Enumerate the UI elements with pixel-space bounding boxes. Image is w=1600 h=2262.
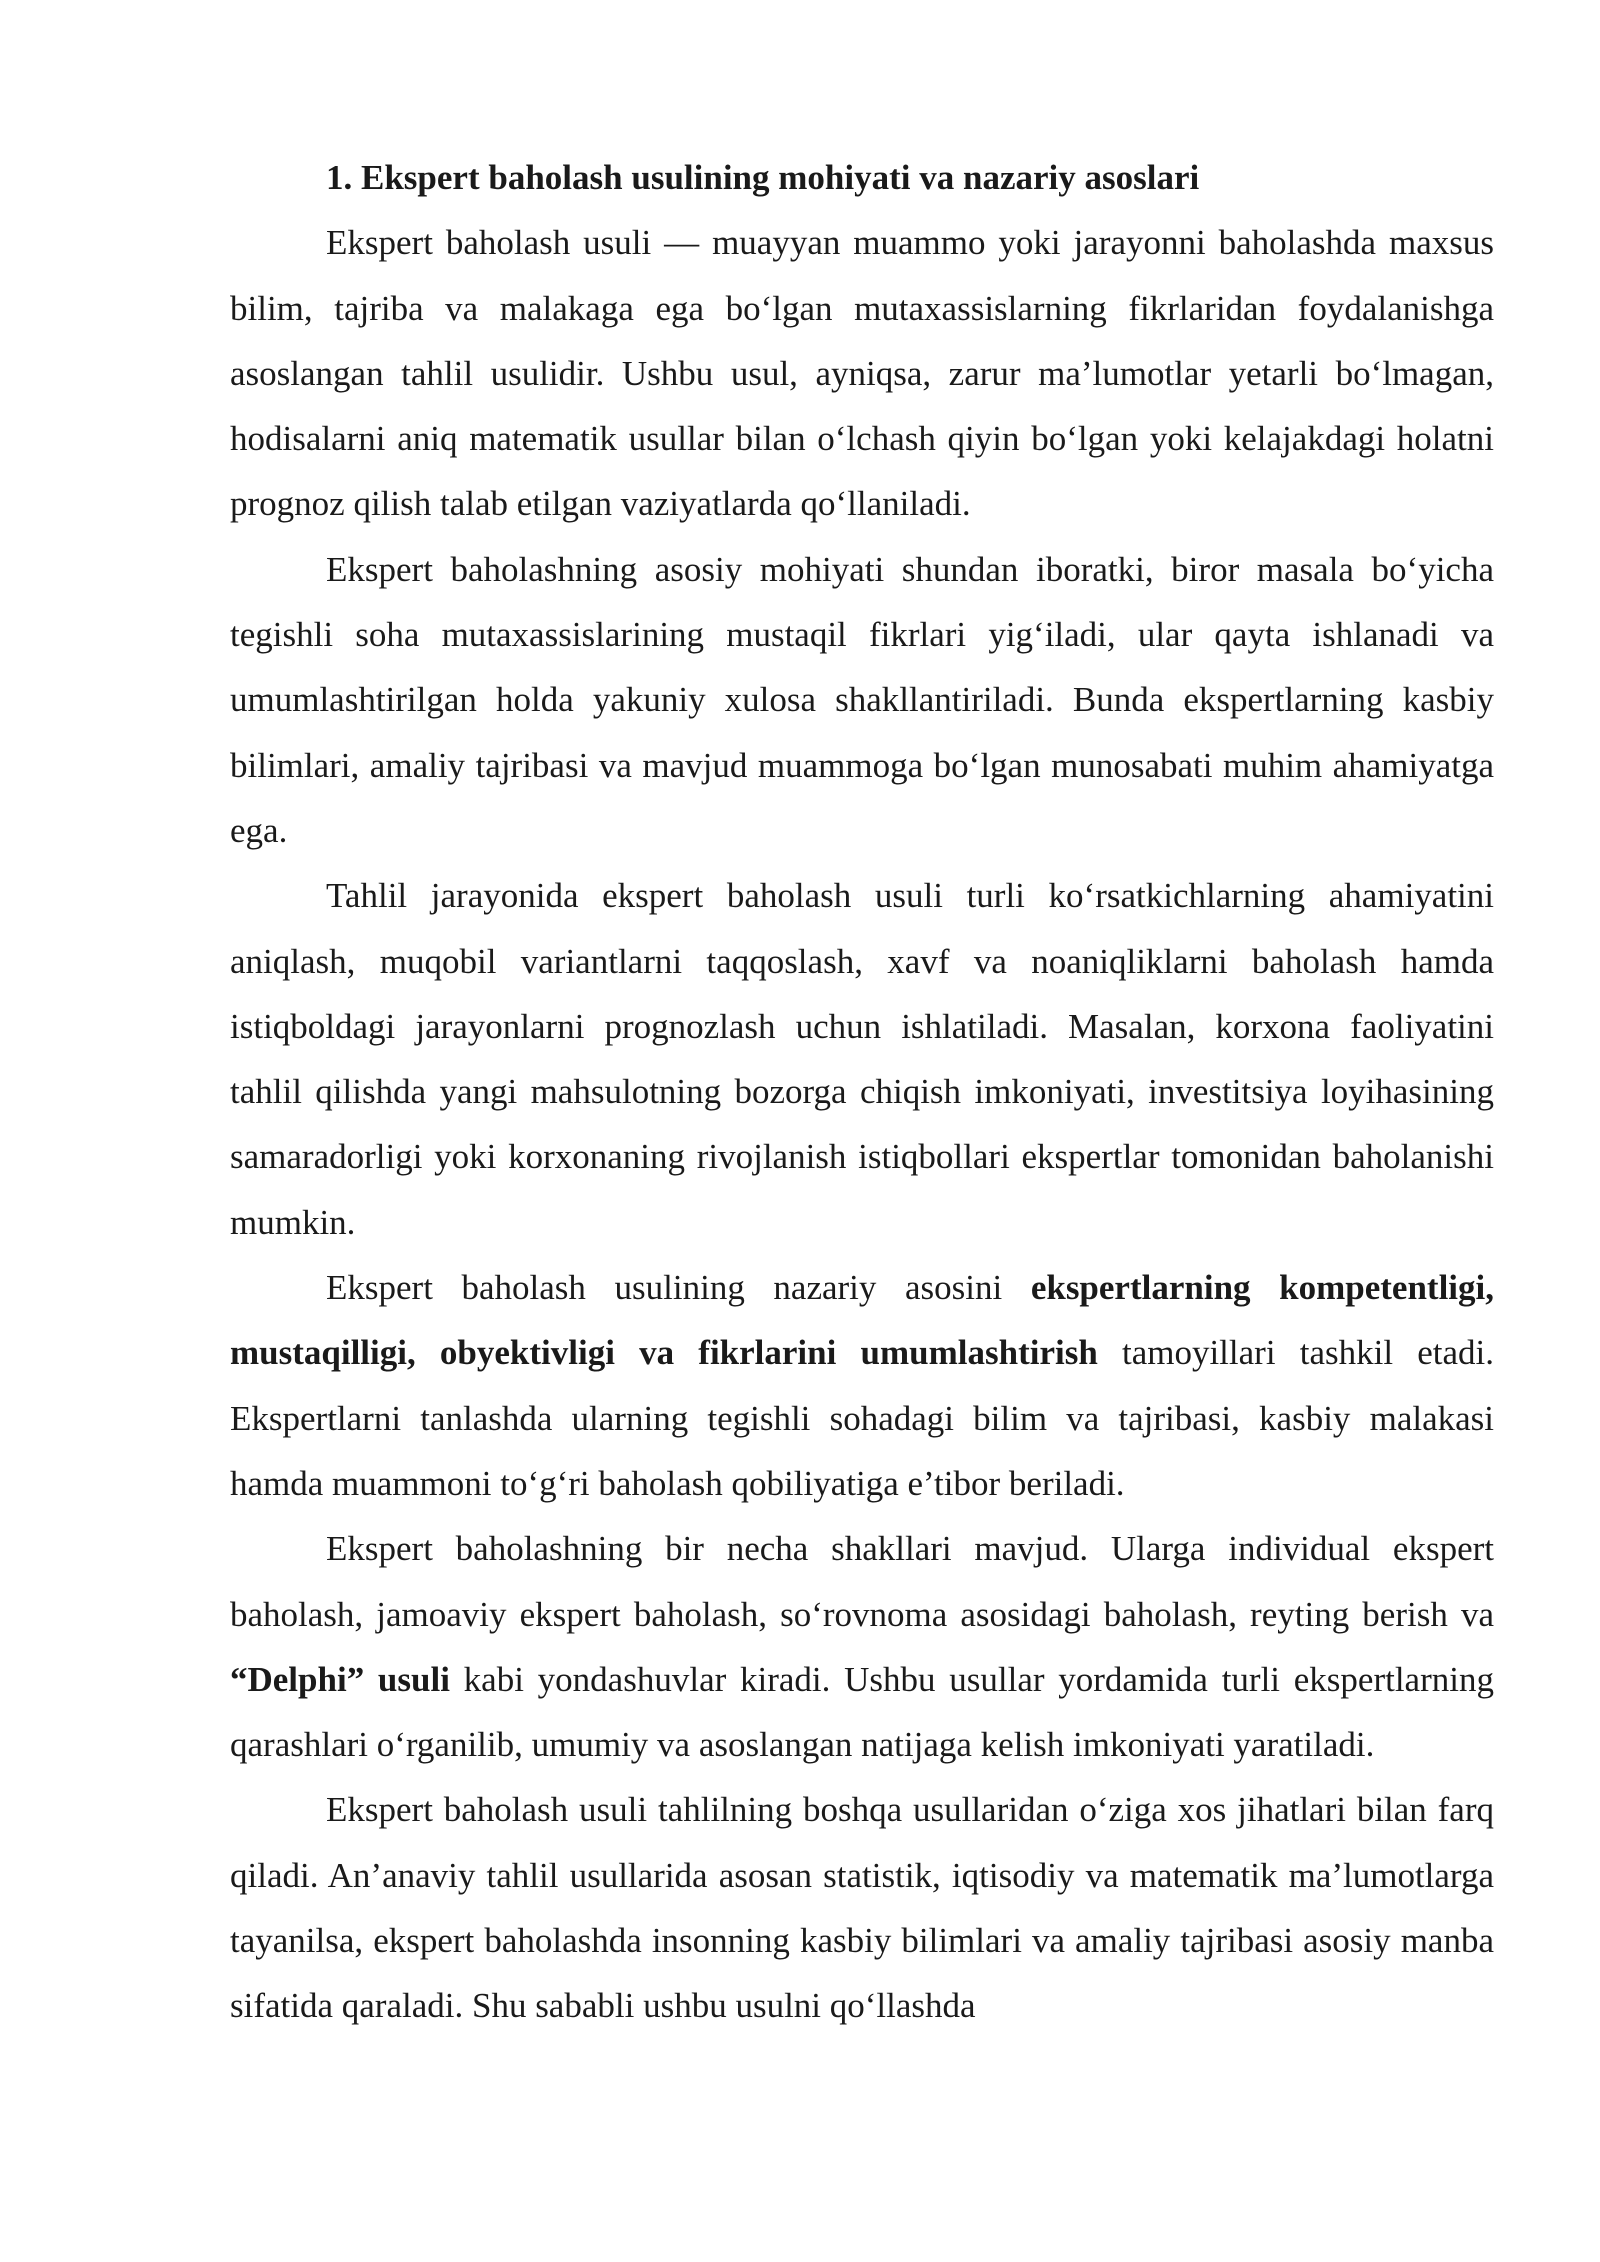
document-body: [230, 145, 1494, 2039]
paragraph-text: kabi yondashuvlar kiradi. Ushbu usullar yordamida turli ekspertlarning qarashlari o‘rganilib, umumiy va asoslangan natijaga kelish imkoniyati yaratiladi.: [230, 1659, 1494, 1765]
section-heading: 1. Ekspert baholash usulining mohiyati va nazariy asoslari: [326, 158, 1200, 197]
paragraph-text: tamoyillari tashkil etadi. Ekspertlarni tanlashda ularning tegishli sohadagi bilim va tajribasi, kasbiy malakasi hamda muammoni to‘g‘ri baholash qobiliyatiga e’tibor beriladi.: [230, 1333, 1494, 1503]
paragraph-text: Ekspert baholash usulining nazariy asosini: [326, 1268, 1031, 1308]
paragraph-text: Ekspert baholashning bir necha shakllari mavjud. Ularga individual ekspert baholash, jamoaviy ekspert baholash, so‘rovnoma asosidagi baholash, reyting berish va: [230, 1529, 1494, 1634]
bold-principles: ekspertlarning kompetentligi, mustaqilligi, obyektivligi va fikrlarini umumlashtirish: [230, 1268, 1494, 1373]
paragraph-forms: [230, 1516, 1494, 1777]
paragraph-application: Tahlil jarayonida ekspert baholash usuli turli ko‘rsatkichlarning ahamiyatini aniqlash, muqobil variantlarni taqqoslash, xavf va noaniqliklarni baholash hamda istiqboldagi jarayonlarni prognozlash uchun ishlatiladi. Masalan, korxona faoliyatini tahlil qilishda yangi mahsulotning bozorga chiqish imkoniyati, investitsiya loyihasining samaradorligi yoki korxonaning rivojlanish istiqbollari ekspertlar tomonidan baholanishi mumkin.: [230, 876, 1494, 1242]
bold-delphi-method: “Delphi” usuli: [230, 1659, 450, 1699]
paragraph-definition: Ekspert baholash usuli — muayyan muammo yoki jarayonni baholashda maxsus bilim, tajriba va malakaga ega bo‘lgan mutaxassislarning fikrlaridan foydalanishga asoslangan tahlil usulidir. Ushbu usul, ayniqsa, zarur ma’lumotlar yetarli bo‘lmagan, hodisalarni aniq matematik usullar bilan o‘lchash qiyin bo‘lgan yoki kelajakdagi holatni prognoz qilish talab etilgan vaziyatlarda qo‘llaniladi.: [230, 223, 1494, 524]
paragraph-differences: Ekspert baholash usuli tahlilning boshqa usullaridan o‘ziga xos jihatlari bilan farq qiladi. An’anaviy tahlil usullarida asosan statistik, iqtisodiy va matematik ma’lumotlarga tayanilsa, ekspert baholashda insonning kasbiy bilimlari va amaliy tajribasi asosiy manba sifatida qaraladi. Shu sababli ushbu usulni qo‘llashda: [230, 1790, 1494, 2026]
paragraph-theoretical-basis: [230, 1255, 1494, 1516]
paragraph-essence: Ekspert baholashning asosiy mohiyati shundan iboratki, biror masala bo‘yicha tegishli soha mutaxassislarining mustaqil fikrlari yig‘iladi, ular qayta ishlanadi va umumlashtirilgan holda yakuniy xulosa shakllantiriladi. Bunda ekspertlarning kasbiy bilimlari, amaliy tajribasi va mavjud muammoga bo‘lgan munosabati muhim ahamiyatga ega.: [230, 549, 1494, 850]
